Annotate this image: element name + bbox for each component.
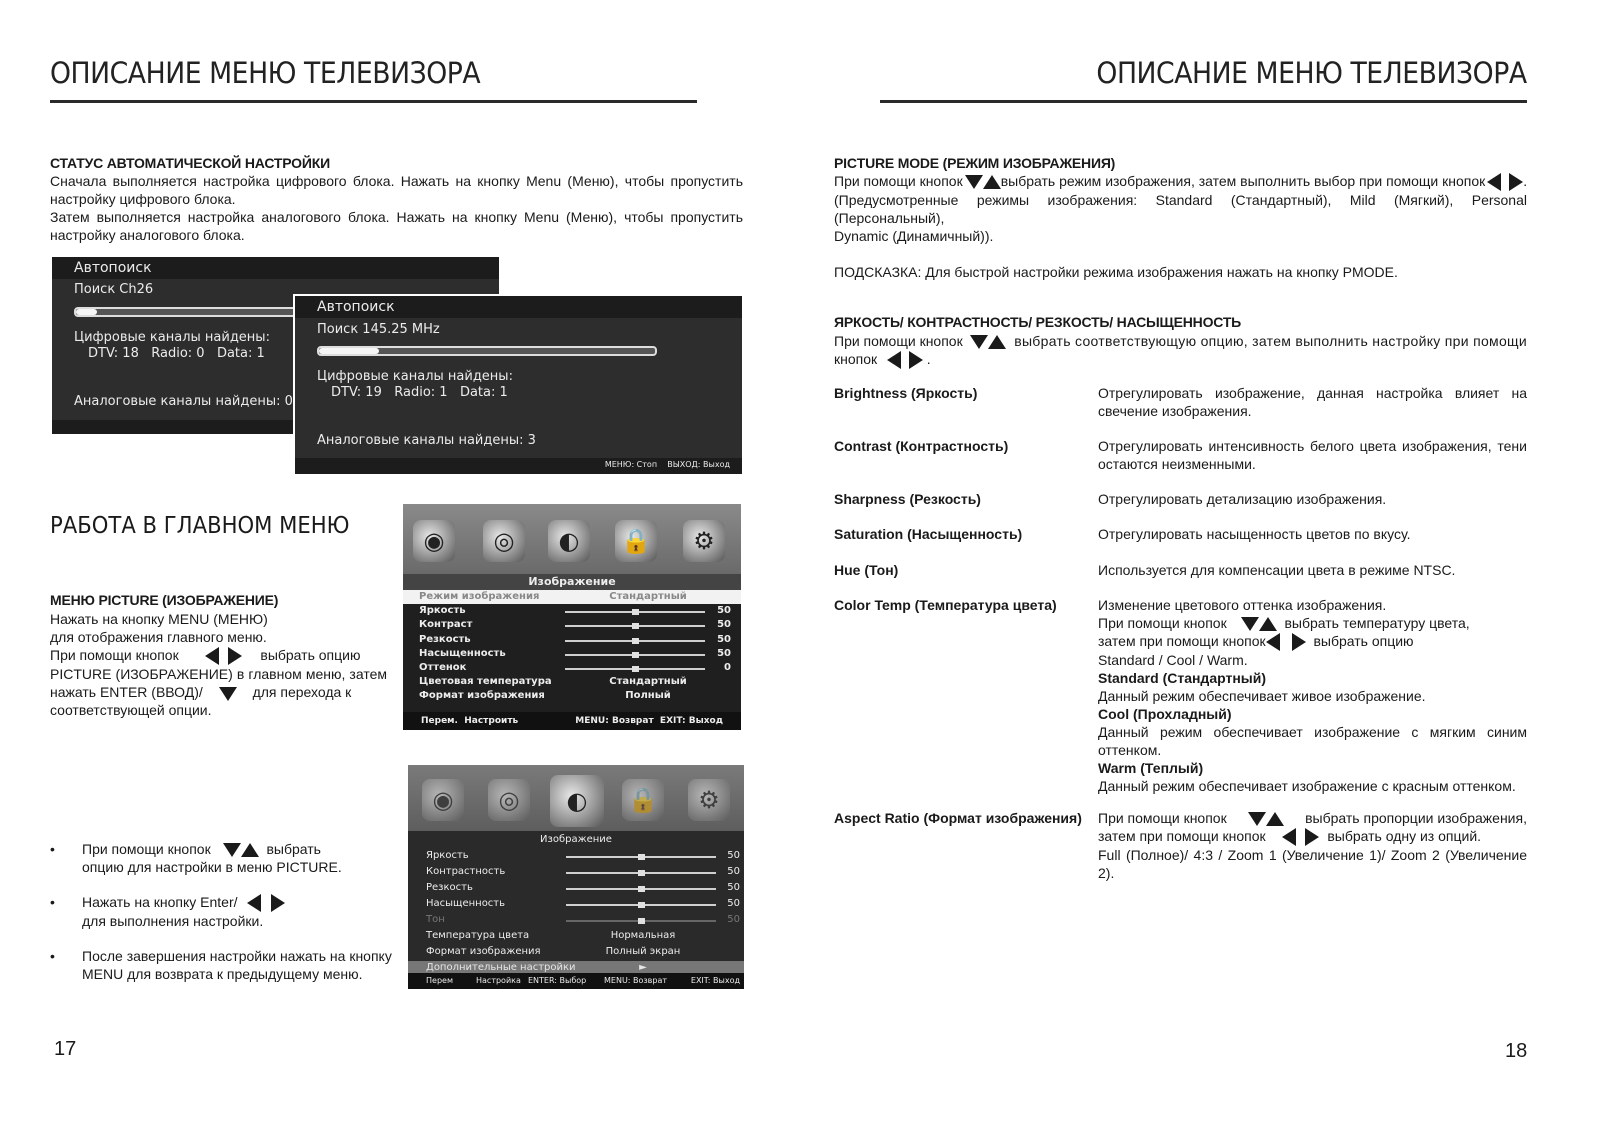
menu-row-label: Резкость — [426, 882, 473, 893]
channel-menu-icon: ◐ — [550, 775, 604, 827]
menu-row[interactable] — [403, 590, 741, 604]
sound-menu-icon: ◎ — [488, 779, 530, 821]
pm-line: При помощи кнопок выбрать режим изображения, затем выполнить выбор при помощи кнопок . — [834, 172, 1527, 191]
menu-row-slider-knob[interactable] — [638, 854, 645, 860]
menu-row-label: Температура цвета — [426, 930, 530, 941]
picture-line-part: выбрать опцию — [260, 647, 361, 663]
status-line: настройку цифрового блока. — [50, 191, 236, 207]
ct-line: Изменение цветового оттенка изображения. — [1098, 597, 1387, 613]
menu-row-slider[interactable] — [566, 872, 716, 874]
menu-row[interactable] — [408, 881, 744, 895]
term-color-temp: Color Temp (Температура цвета) — [834, 597, 1057, 613]
right-arrow-icon — [271, 894, 285, 912]
bullet-text: MENU для возврата к предыдущему меню. — [82, 966, 363, 983]
down-arrow-icon — [1248, 812, 1266, 826]
down-arrow-icon — [219, 687, 237, 701]
desc-hue: Используется для компенсации цвета в режиме NTSC. — [1098, 562, 1456, 578]
term-saturation: Saturation (Насыщенность) — [834, 526, 1023, 542]
term-brightness: Brightness (Яркость) — [834, 385, 978, 401]
menu-row[interactable] — [408, 929, 744, 943]
bcs-text-part: При помощи кнопок — [834, 333, 963, 349]
picture-line — [50, 646, 387, 665]
picture-line: PICTURE (ИЗОБРАЖЕНИЕ) в главном меню, затем — [50, 666, 387, 683]
menu-row-slider-knob[interactable] — [632, 638, 639, 644]
pm-line: (Предусмотренные режимы изображения: Standard (Стандартный), Mild (Мягкий), Personal (Персональный), — [834, 192, 1527, 227]
menu-row-value: 50 — [727, 866, 740, 877]
bullet-text: опцию для настройки в меню PICTURE. — [82, 859, 342, 875]
menu-row-slider-knob[interactable] — [632, 623, 639, 629]
menu-row-value: Стандартный — [609, 676, 687, 688]
main-menu-heading: РАБОТА В ГЛАВНОМ МЕНЮ — [50, 513, 350, 539]
menu-row-slider-knob[interactable] — [638, 886, 645, 892]
lock-menu-icon: 🔒 — [622, 779, 664, 821]
status-line: Затем выполняется настройка аналогового блока. Нажать на кнопку Menu (Меню), чтобы пропустить — [50, 209, 743, 225]
down-arrow-icon — [965, 175, 983, 189]
menu-row[interactable] — [403, 647, 741, 661]
left-arrow-icon — [1266, 633, 1280, 651]
menu-row-label: Насыщенность — [419, 647, 506, 659]
digital-counts: DTV: 19 Radio: 1 Data: 1 — [331, 385, 508, 400]
ct-subheading: Standard (Стандартный) — [1098, 670, 1267, 687]
menu-footer-item: ENTER: Выбор — [528, 976, 587, 985]
status-heading: СТАТУС АВТОМАТИЧЕСКОЙ НАСТРОЙКИ — [50, 155, 330, 171]
menu-row-value: 50 — [717, 633, 731, 645]
menu-row-label: Формат изображения — [419, 690, 545, 702]
desc-contrast: Отрегулировать интенсивность белого цвета изображения, тени остаются неизменными. — [1098, 438, 1527, 472]
menu-row-label: Режим изображения — [419, 591, 540, 602]
down-arrow-icon — [970, 335, 988, 349]
bcs-heading: ЯРКОСТЬ/ КОНТРАСТНОСТЬ/ РЕЗКОСТЬ/ НАСЫЩЕННОСТЬ — [834, 314, 1242, 330]
bullet-line — [82, 840, 395, 858]
menu-row-slider[interactable] — [566, 856, 716, 858]
menu-row-slider[interactable] — [565, 611, 705, 613]
menu-row[interactable] — [403, 633, 741, 647]
menu-row-label: Резкость — [419, 633, 471, 645]
menu-row-label: Контраст — [419, 619, 473, 631]
menu-footer-item: EXIT: Выход — [690, 976, 740, 985]
bcs-text-part: выбрать соответствующую опцию, затем выполнить настройку при помощи — [1014, 333, 1527, 349]
bcs-text-part: кнопок — [834, 351, 878, 367]
ar-text: выбрать одну из опций. — [1327, 828, 1482, 844]
digital-found-label: Цифровые каналы найдены: — [317, 369, 513, 384]
menu-footer-item: Перем — [426, 976, 453, 985]
menu-row-value: 50 — [727, 882, 740, 893]
picture-mode-heading: PICTURE MODE (РЕЖИМ ИЗОБРАЖЕНИЯ) — [834, 155, 1116, 171]
menu-row-slider[interactable] — [565, 640, 705, 642]
menu-row-value: 0 — [724, 662, 731, 673]
left-arrow-icon — [1282, 828, 1296, 846]
digital-counts: DTV: 18 Radio: 0 Data: 1 — [88, 346, 265, 361]
menu-row[interactable] — [408, 897, 744, 911]
bcs-arrows — [970, 332, 1006, 350]
menu-row-value: ► — [639, 962, 647, 973]
menu-row-slider-knob[interactable] — [632, 666, 639, 672]
desc-sharpness: Отрегулировать детализацию изображения. — [1098, 491, 1387, 507]
sound-menu-icon: ◎ — [483, 520, 525, 562]
autoscan-title: Автопоиск — [295, 296, 742, 318]
menu-row[interactable] — [403, 661, 741, 675]
bullet-dot: • — [50, 948, 55, 965]
menu-row-label: Насыщенность — [426, 898, 506, 909]
left-arrow-icon — [247, 894, 261, 912]
setup-gear-icon: ⚙ — [688, 779, 730, 821]
bullet-item — [50, 947, 395, 983]
menu-row-label: Цветовая температура — [419, 676, 552, 688]
bullet-text: выбрать — [266, 841, 321, 857]
bullet-item — [50, 893, 395, 930]
bullet-list — [50, 840, 395, 983]
menu-row-slider-knob[interactable] — [638, 870, 645, 876]
desc-brightness: Отрегулировать изображение, данная настройка влияет на свечение изображения. — [1098, 385, 1527, 419]
menu-row-value: 50 — [727, 850, 740, 861]
autoscan-search: Поиск Ch26 — [74, 282, 154, 297]
left-page-title: ОПИСАНИЕ МЕНЮ ТЕЛЕВИЗОРА — [50, 56, 481, 90]
ar-text: выбрать пропорции изображения, — [1305, 810, 1527, 826]
menu-footer-item: Настройка — [476, 976, 521, 985]
ct-text: выбрать температуру цвета, — [1284, 615, 1470, 631]
autoscan-progress-fill — [319, 348, 379, 354]
status-text — [50, 172, 743, 244]
menu-footer — [403, 712, 741, 730]
menu-row-label: Формат изображения — [426, 946, 541, 957]
up-arrow-icon — [1266, 812, 1284, 826]
menu-row-slider-knob[interactable] — [638, 918, 645, 924]
menu-row-slider[interactable] — [566, 920, 716, 922]
setup-gear-icon: ⚙ — [683, 520, 725, 562]
menu-icon-strip — [403, 504, 741, 574]
status-line: Сначала выполняется настройка цифрового блока. Нажать на кнопку Menu (Меню), чтобы пропустить — [50, 173, 743, 189]
picture-line-part: для перехода к — [252, 684, 352, 701]
ct-line: Данный режим обеспечивает изображение с красным оттенком. — [1098, 778, 1516, 795]
menu-title: Изображение — [403, 574, 741, 590]
right-arrow-icon — [1305, 828, 1319, 846]
picture-line: для отображения главного меню. — [50, 629, 267, 645]
menu-row-value: Полный экран — [605, 946, 681, 957]
menu-row[interactable] — [408, 849, 744, 863]
menu-row[interactable] — [408, 865, 744, 879]
autoscan-footer-text: МЕНЮ: Стоп ВЫХОД: Выход — [604, 460, 730, 469]
up-arrow-icon — [241, 843, 259, 857]
right-arrow-icon — [228, 647, 242, 665]
menu-row-value: 50 — [717, 647, 731, 659]
desc-color-temp — [1098, 596, 1527, 795]
bullet-dot: • — [50, 841, 55, 857]
left-title-rule — [50, 100, 697, 103]
menu-row-slider[interactable] — [565, 625, 705, 627]
bullet-dot: • — [50, 894, 55, 910]
menu-row-slider-knob[interactable] — [632, 652, 639, 658]
term-sharpness: Sharpness (Резкость) — [834, 491, 981, 507]
menu-row-label: Яркость — [419, 605, 466, 617]
menu-row[interactable] — [403, 675, 741, 689]
picture-line: Нажать на кнопку MENU (МЕНЮ) — [50, 611, 268, 627]
menu-row[interactable] — [403, 618, 741, 632]
menu-row-label: Оттенок — [419, 662, 467, 673]
menu-row-value: 50 — [727, 914, 740, 925]
menu-row-slider[interactable] — [566, 888, 716, 890]
picture-menu-screenshot-1 — [403, 504, 741, 730]
menu-row-value: Нормальная — [610, 930, 676, 941]
menu-row-slider[interactable] — [566, 904, 716, 906]
menu-row-slider-knob[interactable] — [638, 902, 645, 908]
up-arrow-icon — [988, 335, 1006, 349]
down-arrow-icon — [1241, 617, 1259, 631]
channel-menu-icon: ◐ — [548, 520, 590, 562]
left-arrow-icon — [887, 351, 901, 369]
menu-row[interactable] — [403, 604, 741, 618]
left-arrow-icon — [205, 647, 219, 665]
right-title-rule — [880, 100, 1527, 103]
picture-menu-icon: ◉ — [422, 779, 464, 821]
autoscan-progress-fill — [76, 309, 97, 315]
menu-row-slider-knob[interactable] — [632, 609, 639, 615]
desc-saturation: Отрегулировать насыщенность цветов по вкусу. — [1098, 526, 1411, 542]
up-arrow-icon — [983, 175, 1001, 189]
menu-row-value: 50 — [717, 605, 731, 617]
menu-row-value: 50 — [727, 898, 740, 909]
menu-row-slider[interactable] — [565, 668, 705, 670]
page-number-left: 17 — [54, 1038, 77, 1060]
picture-line-part: При помощи кнопок — [50, 647, 179, 663]
menu-title: Изображение — [540, 834, 612, 845]
page-number-right: 18 — [1505, 1040, 1528, 1062]
digital-found-label: Цифровые каналы найдены: — [74, 330, 270, 345]
picture-heading: МЕНЮ PICTURE (ИЗОБРАЖЕНИЕ) — [50, 592, 279, 608]
menu-footer-right: MENU: Возврат EXIT: Выход — [575, 716, 723, 726]
ct-text: затем при помощи кнопок — [1098, 633, 1266, 649]
bcs-text — [834, 332, 1527, 369]
left-arrow-icon — [1487, 173, 1501, 191]
right-arrow-icon — [1509, 173, 1523, 191]
ct-subheading: Cool (Прохладный) — [1098, 706, 1232, 723]
menu-footer — [408, 973, 744, 989]
bcs-line: кнопок . — [834, 350, 1527, 369]
menu-row-label: Тон — [426, 914, 445, 925]
picture-line: соответствующей опции. — [50, 702, 212, 719]
ct-line — [1098, 614, 1527, 632]
autoscan-progress — [317, 346, 657, 356]
analog-found-label: Аналоговые каналы найдены: 0 — [74, 394, 293, 409]
hint-text: ПОДСКАЗКА: Для быстрой настройки режима изображения нажать на кнопку PMODE. — [834, 264, 1398, 281]
ct-text: выбрать опцию — [1313, 633, 1414, 649]
bullet-text: После завершения настройки нажать на кнопку — [82, 948, 392, 965]
bullet-text: При помощи кнопок — [82, 841, 211, 857]
lock-menu-icon: 🔒 — [615, 520, 657, 562]
autoscan-title: Автопоиск — [52, 257, 499, 279]
menu-row[interactable] — [408, 945, 744, 959]
right-page-title: ОПИСАНИЕ МЕНЮ ТЕЛЕВИЗОРА — [1096, 56, 1527, 90]
pm-text: При помощи кнопок — [834, 173, 963, 189]
desc-aspect-ratio — [1098, 809, 1527, 882]
menu-row-value: 50 — [717, 619, 731, 631]
ct-line: Данный режим обеспечивает живое изображение. — [1098, 688, 1426, 705]
ct-subheading: Warm (Теплый) — [1098, 760, 1204, 777]
term-contrast: Contrast (Контрастность) — [834, 438, 1009, 454]
picture-line-part: нажать ENTER (ВВОД)/ — [50, 684, 203, 701]
ar-line — [1098, 827, 1527, 846]
bcs-line — [834, 332, 1527, 350]
picture-menu-icon: ◉ — [413, 520, 455, 562]
ar-line — [1098, 809, 1527, 827]
menu-row-label: Яркость — [426, 850, 469, 861]
ar-line: Full (Полное)/ 4:3 / Zoom 1 (Увеличение 1)/ Zoom 2 (Увеличение 2). — [1098, 847, 1527, 882]
menu-row[interactable] — [408, 913, 744, 927]
picture-instructions — [50, 610, 387, 719]
ct-text: При помощи кнопок — [1098, 615, 1227, 631]
autoscan-screen-2 — [295, 296, 742, 474]
bullet-text: для выполнения настройки. — [82, 913, 264, 930]
pm-text: выбрать режим изображения, затем выполнить выбор при помощи кнопок — [1000, 173, 1486, 189]
ar-arrows — [1248, 809, 1284, 827]
picture-menu-screenshot-2 — [408, 765, 744, 989]
status-line: настройку аналогового блока. — [50, 227, 245, 243]
ct-line — [1098, 632, 1527, 651]
menu-icon-strip — [408, 765, 744, 831]
menu-footer-left: Перем. Настроить — [421, 716, 519, 726]
autoscan-search: Поиск 145.25 MHz — [317, 322, 440, 337]
menu-row-label: Дополнительные настройки — [426, 962, 576, 973]
bullet-item — [50, 840, 395, 876]
menu-row-label: Контрастность — [426, 866, 506, 877]
menu-row-slider[interactable] — [565, 654, 705, 656]
bullet-text: Нажать на кнопку Enter/ — [82, 894, 238, 910]
picture-mode-text — [834, 172, 1527, 281]
ar-text: При помощи кнопок — [1098, 810, 1227, 826]
term-aspect-ratio: Aspect Ratio (Формат изображения) — [834, 810, 1082, 826]
ct-line: Данный режим обеспечивает изображение с мягким синим оттенком. — [1098, 724, 1527, 759]
pm-line: Dynamic (Динамичный)). — [834, 228, 994, 245]
analog-found-label: Аналоговые каналы найдены: 3 — [317, 433, 536, 448]
picture-line — [50, 683, 387, 701]
right-arrow-icon — [909, 351, 923, 369]
term-hue: Hue (Тон) — [834, 562, 899, 578]
menu-row-value: Стандартный — [609, 591, 687, 602]
bullet-line — [82, 893, 395, 912]
menu-row[interactable] — [403, 689, 741, 703]
ar-text: затем при помощи кнопок — [1098, 828, 1266, 844]
up-arrow-icon — [1259, 617, 1277, 631]
menu-row-value: Полный — [625, 690, 671, 702]
right-arrow-icon — [1292, 633, 1306, 651]
autoscan-footer — [295, 458, 742, 474]
menu-footer-item: MENU: Возврат — [604, 976, 668, 985]
ct-line: Standard / Cool / Warm. — [1098, 652, 1248, 669]
down-arrow-icon — [223, 843, 241, 857]
